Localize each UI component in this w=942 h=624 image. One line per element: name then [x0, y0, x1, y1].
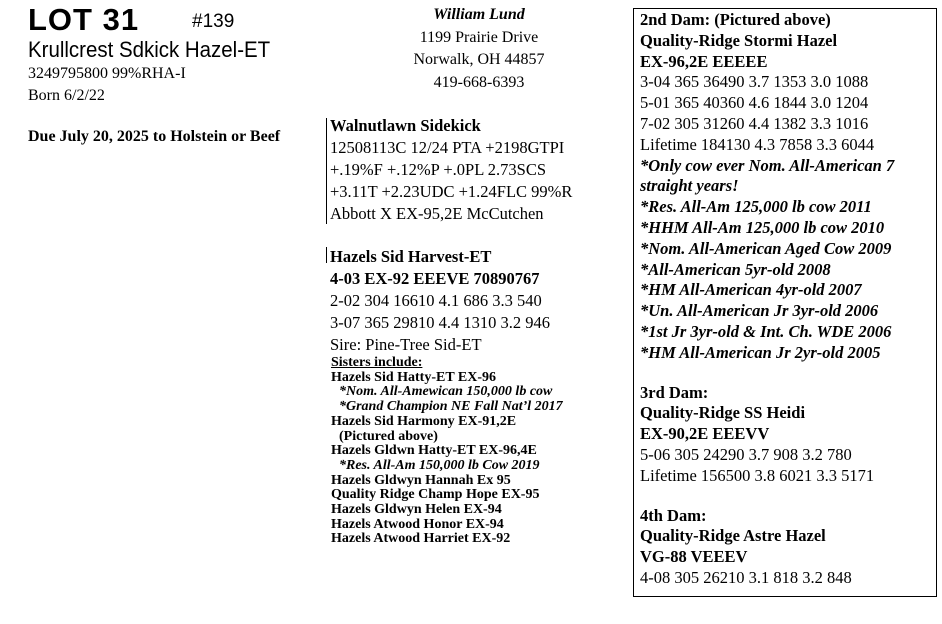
second-dam-classification: EX-96,2E EEEEE	[640, 51, 768, 71]
sister-line: Quality Ridge Champ Hope EX-95	[331, 487, 540, 503]
owner-block	[400, 4, 558, 94]
second-dam-honor: *All-American 5yr-old 2008	[640, 259, 831, 279]
second-dam-honor: *Res. All-Am 125,000 lb cow 2011	[640, 197, 872, 217]
sister-line: Hazels Sid Harmony EX-91,2E	[331, 413, 517, 429]
second-dam-honor: *HM All-American Jr 2yr-old 2005	[640, 342, 881, 362]
sire-line: 12508113C 12/24 PTA +2198GTPI	[330, 138, 565, 157]
registration-line: 3249795800 99%RHA-I	[28, 65, 186, 82]
fourth-dam-name: Quality-Ridge Astre Hazel	[640, 526, 826, 546]
sister-line: Hazels Sid Hatty-ET EX-96	[331, 369, 497, 385]
third-dam-classification: EX-90,2E EEEVV	[640, 424, 770, 444]
fourth-dam-classification: VG-88 VEEEV	[640, 547, 748, 567]
due-date: Due July 20, 2025 to Holstein or Beef	[28, 128, 281, 145]
sire-divider	[326, 118, 327, 224]
lot-number: #139	[192, 11, 235, 32]
third-dam-record: 5-06 305 24290 3.7 908 3.2 780	[640, 444, 852, 464]
dam-name: Hazels Sid Harvest-ET	[330, 247, 492, 266]
second-dam-name: Quality-Ridge Stormi Hazel	[640, 30, 838, 50]
owner-address: 1199 Prairie Drive	[419, 28, 539, 46]
sister-line: Hazels Atwood Honor EX-94	[331, 516, 504, 532]
sister-line: Hazels Gldwyn Hannah Ex 95	[331, 472, 511, 488]
owner-city: Norwalk, OH 44857	[413, 51, 545, 68]
second-dam-honor: *Un. All-American Jr 3yr-old 2006	[640, 301, 879, 321]
dam-divider	[326, 247, 327, 263]
dams-pedigree	[640, 10, 894, 589]
sister-honor: *Grand Champion NE Fall Nat’l 2017	[339, 399, 563, 415]
sisters-heading: Sisters include:	[331, 355, 423, 370]
sire-name: Walnutlawn Sidekick	[330, 116, 481, 135]
second-dam-honor: *Only cow ever Nom. All-American 7	[640, 155, 895, 175]
second-dam-honor: *1st Jr 3yr-old & Int. Ch. WDE 2006	[640, 321, 892, 341]
second-dam-honor: *HM All-American 4yr-old 2007	[640, 280, 862, 300]
sisters-block	[331, 356, 563, 547]
sister-note: (Pictured above)	[339, 428, 438, 444]
second-dam-record: 5-01 365 40360 4.6 1844 3.0 1204	[640, 93, 869, 113]
cow-name: Krullcrest Sdkick Hazel-ET	[28, 37, 271, 62]
fourth-dam-heading: 4th Dam:	[640, 505, 707, 525]
third-dam-record: Lifetime 156500 3.8 6021 3.3 5171	[640, 465, 875, 485]
third-dam-name: Quality-Ridge SS Heidi	[640, 403, 806, 423]
second-dam-record: Lifetime 184130 4.3 7858 3.3 6044	[640, 134, 875, 154]
owner-phone: 419-668-6393	[433, 73, 525, 91]
second-dam-honor: *Nom. All-American Aged Cow 2009	[640, 238, 892, 258]
second-dam-honor: *HHM All-Am 125,000 lb cow 2010	[640, 217, 885, 237]
second-dam-record: 3-04 365 36490 3.7 1353 3.0 1088	[640, 72, 869, 92]
second-dam-honor: straight years!	[640, 176, 739, 196]
dam-sire-line: Sire: Pine-Tree Sid-ET	[330, 335, 482, 354]
lot-label: LOT 31	[28, 2, 140, 37]
sister-honor: *Res. All-Am 150,000 lb Cow 2019	[339, 457, 540, 473]
second-dam-record: 7-02 305 31260 4.4 1382 3.3 1016	[640, 113, 869, 133]
sister-line: Hazels Atwood Harriet EX-92	[331, 531, 511, 547]
dam-record: 2-02 304 16610 4.1 686 3.3 540	[330, 291, 542, 310]
sire-block	[330, 115, 572, 225]
second-dam-heading: 2nd Dam: (Pictured above)	[640, 10, 831, 29]
third-dam-heading: 3rd Dam:	[640, 382, 709, 402]
sire-line: +3.11T +2.23UDC +1.24FLC 99%R	[330, 182, 573, 201]
sire-line: +.19%F +.12%P +.0PL 2.73SCS	[330, 160, 547, 179]
owner-name: William Lund	[433, 6, 525, 23]
dam-classification: 4-03 EX-92 EEEVE 70890767	[330, 269, 540, 288]
dam-block	[330, 246, 550, 356]
dam-record: 3-07 365 29810 4.4 1310 3.2 946	[330, 313, 550, 332]
sister-line: Hazels Gldwn Hatty-ET EX-96,4E	[331, 443, 537, 459]
sister-honor: *Nom. All-Amewican 150,000 lb cow	[339, 384, 553, 400]
sire-line: Abbott X EX-95,2E McCutchen	[330, 204, 544, 223]
fourth-dam-record: 4-08 305 26210 3.1 818 3.2 848	[640, 567, 852, 587]
birth-date: Born 6/2/22	[28, 87, 105, 104]
sister-line: Hazels Gldwyn Helen EX-94	[331, 502, 502, 518]
